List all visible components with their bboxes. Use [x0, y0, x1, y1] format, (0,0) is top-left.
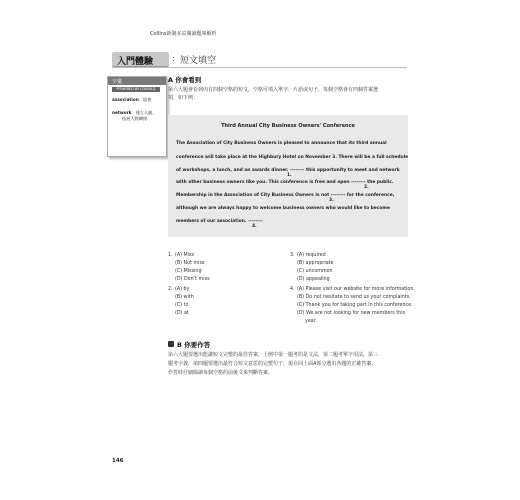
- vocab-definition: ．協會: [138, 97, 152, 102]
- vocab-word: network: [112, 110, 132, 115]
- section-tab-label: 入門體驗: [117, 57, 154, 67]
- question-2-option: (D) at: [175, 311, 189, 316]
- passage-line: although we are always happy to welcome business owners who would like to become: [176, 206, 390, 211]
- vocab-sidebar: [107, 76, 167, 157]
- question-1-option: (B) Not miss: [175, 261, 205, 266]
- question-1-option: (A) Miss: [175, 253, 195, 258]
- part-b-line: 作答時仔細閱讀每個空格的前後文來判斷答案。: [168, 370, 274, 376]
- part-a-heading: A 你會看到: [168, 76, 202, 84]
- question-4-option: (C) Thank you for taking part in this conference.: [297, 303, 413, 308]
- question-1-option: (D) Don’t miss: [175, 277, 210, 282]
- question-3-option: (A) required: [297, 253, 326, 258]
- question-4-option: (A) Please visit our website for more information.: [297, 287, 415, 292]
- vocab-word: association: [112, 97, 139, 102]
- part-b-line: 第六大題要選出能讓短文完整的最佳答案，上例中第一題考的是文法，第二題考單字用法，第三: [168, 352, 379, 358]
- vocab-header: [108, 77, 166, 85]
- running-header: Collins新制多益閱讀題庫解析: [150, 31, 217, 37]
- question-4-option-continued: year.: [305, 319, 317, 324]
- question-2-option: (B) with: [175, 295, 194, 300]
- part-b-line: 題考字義，第四題要選出最符合短文意思的完整句子，現在回上面A部分選出各題的正確答案，: [168, 361, 377, 367]
- question-4-option: (B) Do not hesitate to send us your complaints.: [297, 295, 411, 300]
- cobuild-badge: POWERED BY COBUILD: [112, 87, 160, 92]
- blank-number: 1.: [287, 173, 292, 178]
- question-1-number: 1.: [168, 253, 173, 258]
- passage-line: conference will take place at the Highbury Hotel on November 3. There will be a full schedule: [176, 155, 409, 160]
- passage-line: with other business owners like you. This conference is free and open -------- the public.: [176, 180, 394, 185]
- part-a-instruction-line: 第六大題會看到內有四個空格的短文，空格可填入單字、片語或句子，每個空格會有四個答案選: [168, 87, 379, 93]
- part-b-marker-icon: [168, 341, 174, 347]
- section-colon: :: [172, 54, 175, 63]
- blank-number: 3.: [329, 198, 334, 203]
- vocab-definition: ．建立人脈、: [131, 110, 157, 115]
- passage-line: The Association of City Business Owners is pleased to announce that its third annual: [176, 141, 387, 146]
- question-3-number: 3.: [290, 253, 295, 258]
- question-4-number: 4.: [290, 287, 295, 292]
- question-3-option: (B) appropriate: [297, 261, 334, 266]
- section-title: 短文填空: [180, 56, 217, 66]
- passage-line: members of our association. --------: [176, 219, 263, 224]
- blank-number: 2.: [364, 185, 369, 190]
- blank-number: 4.: [252, 224, 257, 229]
- section-divider: [112, 67, 407, 68]
- question-1-option: (C) Missing: [175, 269, 202, 274]
- passage-box: [168, 115, 408, 237]
- question-3-option: (C) uncommon: [297, 269, 333, 274]
- vocab-header-label: 字彙: [112, 79, 123, 85]
- passage-line: Membership in the Association of City Business Owners is not -------- for the conference,: [176, 193, 395, 198]
- question-2-option: (C) to: [175, 303, 189, 308]
- section-tab: [112, 52, 169, 66]
- part-b-heading: B 你要作答: [177, 341, 211, 349]
- question-4-option: (D) We are not looking for new members this: [297, 311, 406, 316]
- passage-line: of workshops, a lunch, and an awards dinner. -------- this opportunity to meet and network: [176, 168, 400, 173]
- question-2-number: 2.: [168, 287, 173, 292]
- vocab-definition: 拓展人際網絡: [122, 116, 148, 121]
- passage-title: Third Annual City Business Owners' Conference: [221, 123, 355, 129]
- question-3-option: (D) appealing: [297, 277, 330, 282]
- vocab-entry-continued: [122, 116, 147, 122]
- question-2-option: (A) by: [175, 287, 190, 292]
- part-a-instruction-line: 項，如下例：: [168, 95, 199, 101]
- vocab-entry: [112, 97, 151, 103]
- page-number: 146: [112, 458, 124, 464]
